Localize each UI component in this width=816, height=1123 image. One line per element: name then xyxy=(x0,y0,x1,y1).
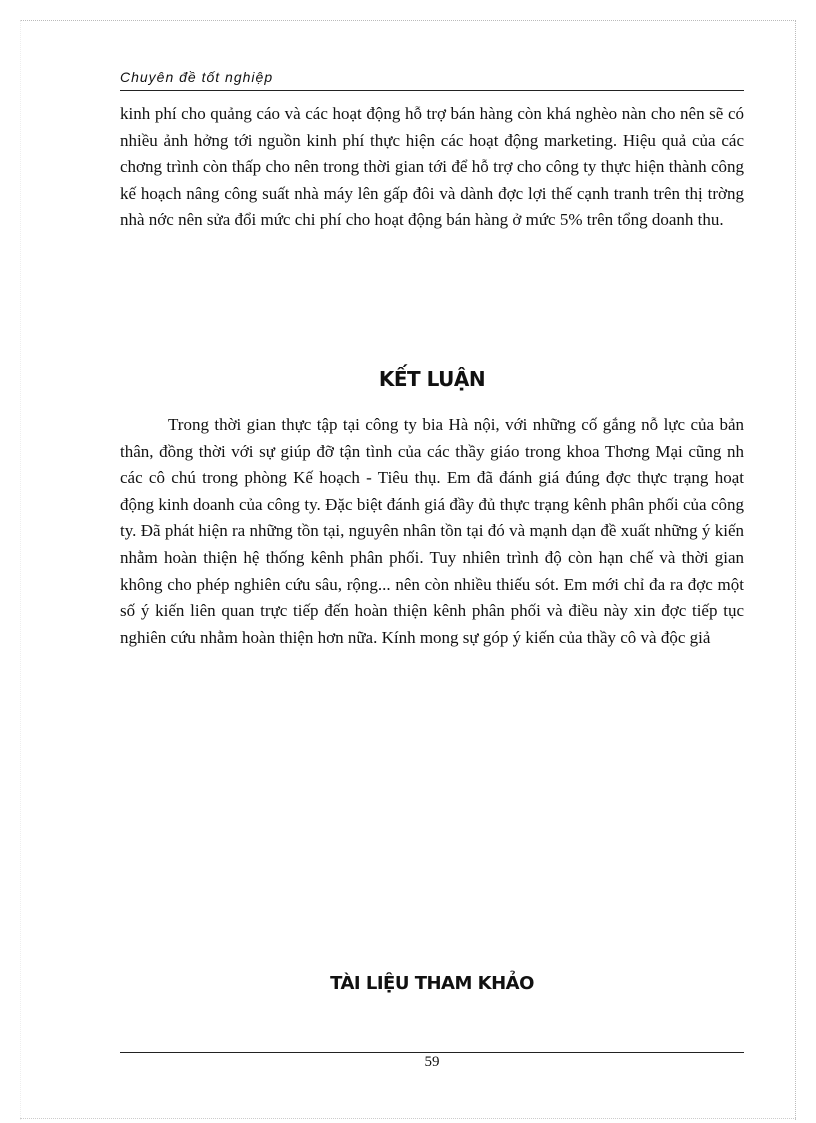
conclusion-paragraph: Trong thời gian thực tập tại công ty bia Hà nội, với những cố gắng nỗ lực của bản thân, đồng thời với sự giúp đỡ tận tình của các thầy giáo trong khoa Thơng Mại cũng nh các cô chú trong phòng Kế hoạch - Tiêu thụ. Em đã đánh giá đúng đợc thực trạng hoạt động kinh doanh của công ty. Đặc biệt đánh giá đầy đủ thực trạng kênh phân phối của công ty. Đã phát hiện ra những tồn tại, nguyên nhân tồn tại đó và mạnh dạn đề xuất những ý kiến nhằm hoàn thiện hệ thống kênh phân phối. Tuy nhiên trình độ còn hạn chế và thời gian không cho phép nghiên cứu sâu, rộng... nên còn nhiều thiếu sót. Em mới chỉ đa ra đợc một số ý kiến liên quan trực tiếp đến hoàn thiện kênh phân phối và điều này xin đợc tiếp tục nghiên cứu nhằm hoàn thiện hơn nữa. Kính mong sự góp ý kiến của thầy cô và độc giả xyxy=(120,415,744,647)
footer-rule xyxy=(120,1052,744,1053)
page-number: 59 xyxy=(424,1054,440,1070)
references-heading: TÀI LIỆU THAM KHẢO xyxy=(330,973,534,994)
running-header xyxy=(120,69,744,91)
page-bottom-edge xyxy=(20,1118,796,1119)
running-header-title: Chuyên đề tốt nghiệp xyxy=(120,69,274,85)
body-paragraph: kinh phí cho quảng cáo và các hoạt động hỗ trợ bán hàng còn khá nghèo nàn cho nên sẽ có nhiều ảnh hởng tới nguồn kinh phí thực hiện các hoạt động marketing. Hiệu quả của các chơng trình còn thấp cho nên trong thời gian tới để hỗ trợ cho công ty thực hiện thành công kế hoạch nâng công suất nhà máy lên gấp đôi và dành đợc lợi thế cạnh tranh trên thị trờng nhà nớc nên sửa đổi mức chi phí cho hoạt động bán hàng ở mức 5% trên tổng doanh thu. xyxy=(120,104,744,230)
conclusion-heading: KẾT LUẬN xyxy=(378,367,486,391)
